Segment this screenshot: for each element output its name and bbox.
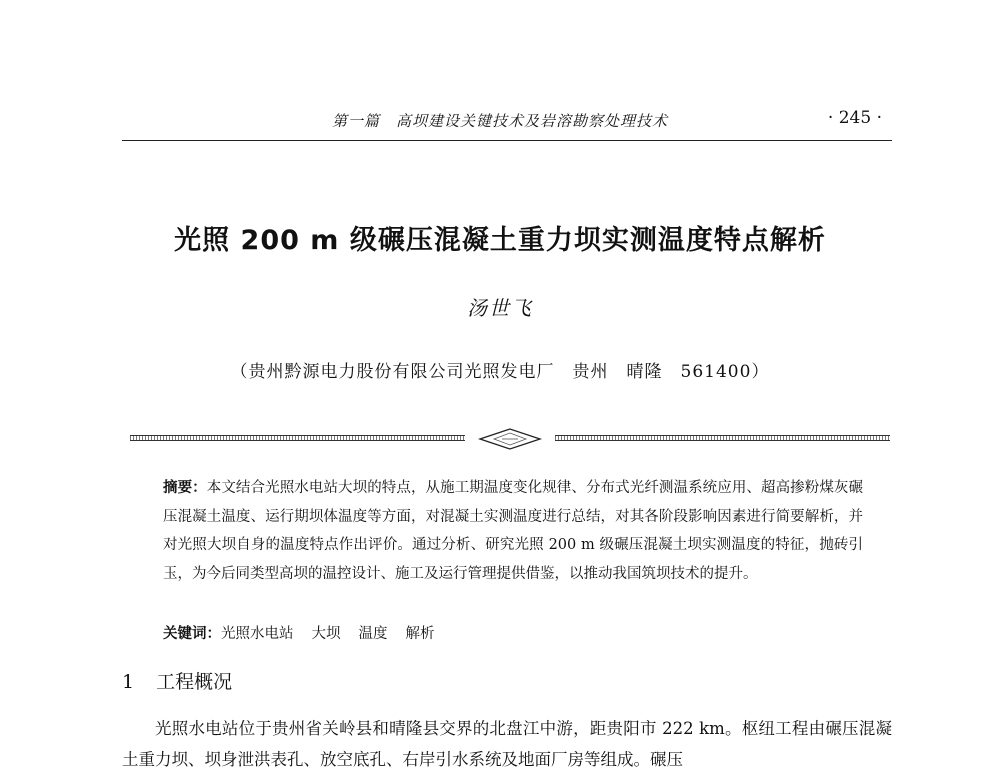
section-heading <box>122 667 232 694</box>
section-body-text: 光照水电站位于贵州省关岭县和晴隆县交界的北盘江中游，距贵阳市 222 km。枢纽工程由碾压混凝土重力坝、坝身泄洪表孔、放空底孔、右岸引水系统及地面厂房等组成。碾压 <box>122 719 892 769</box>
keyword: 光照水电站 <box>221 626 294 642</box>
running-header <box>122 108 892 134</box>
ornament-divider <box>130 428 890 450</box>
running-header-section: 第一篇 高坝建设关键技术及岩溶勘察处理技术 <box>332 112 669 130</box>
page-number: · 245 · <box>827 108 882 128</box>
keyword: 大坝 <box>311 626 341 642</box>
abstract <box>163 474 863 588</box>
keyword: 解析 <box>405 626 435 642</box>
keywords-label: 关键词： <box>163 626 221 642</box>
paper-title: 光照 200 m 级碾压混凝土重力坝实测温度特点解析 <box>174 225 826 256</box>
ornament-line-right <box>555 435 890 441</box>
paper-affiliation: （贵州黔源电力股份有限公司光照发电厂 贵州 晴隆 561400） <box>230 362 770 382</box>
keywords <box>163 622 863 643</box>
section-number: 1 <box>122 671 135 693</box>
section-title: 工程概况 <box>156 671 233 693</box>
paper-author: 汤世飞 <box>467 296 533 320</box>
ornament-line-left <box>130 435 465 441</box>
ornament-diamond-icon <box>478 428 542 450</box>
header-rule <box>122 140 892 141</box>
keyword: 温度 <box>358 626 388 642</box>
abstract-label: 摘要： <box>163 480 207 496</box>
abstract-text: 本文结合光照水电站大坝的特点，从施工期温度变化规律、分布式光纤测温系统应用、超高掺粉煤灰碾压混凝土温度、运行期坝体温度等方面，对混凝土实测温度进行总结，对其各阶段影响因素进行简要解析，并对光照大坝自身的温度特点作出评价。通过分析、研究光照 200 m 级碾压混凝土坝实测温度的特征，抛砖引玉，为今后同类型高坝的温控设计、施工及运行管理提供借鉴，以推动我国筑坝技术的提升。 <box>163 480 864 582</box>
